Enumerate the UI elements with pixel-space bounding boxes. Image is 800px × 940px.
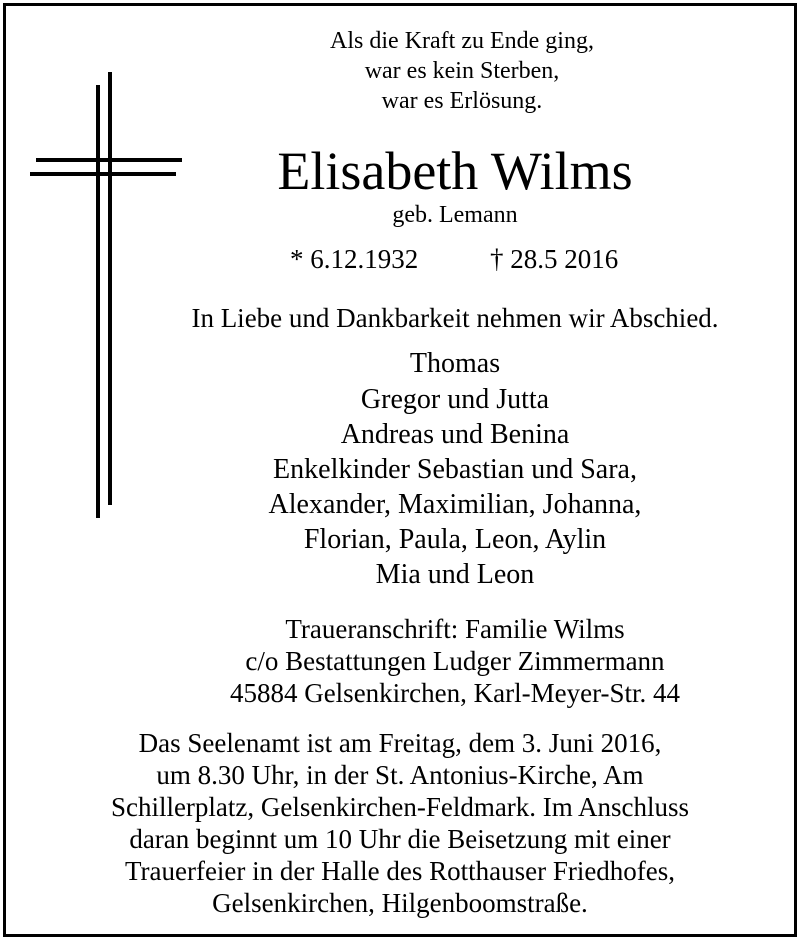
deceased-name: Elisabeth Wilms — [277, 141, 633, 201]
birth-date: * 6.12.1932 — [290, 244, 419, 274]
service-info: daran beginnt um 10 Uhr die Beisetzung mit einer — [129, 824, 671, 854]
farewell-text: In Liebe und Dankbarkeit nehmen wir Abschied. — [191, 303, 719, 333]
mourning-address: c/o Bestattungen Ludger Zimmermann — [245, 646, 665, 676]
mourning-address: Traueranschrift: Familie Wilms — [285, 614, 625, 644]
maiden-name: geb. Lemann — [392, 202, 518, 228]
family-member: Florian, Paula, Leon, Aylin — [303, 524, 607, 555]
family-member: Mia und Leon — [375, 559, 535, 590]
service-info: Trauerfeier in der Halle des Rotthauser Friedhofes, — [124, 856, 676, 886]
family-member: Thomas — [409, 348, 501, 379]
motto-line: war es Erlösung. — [381, 88, 543, 114]
mourning-address: 45884 Gelsenkirchen, Karl-Meyer-Str. 44 — [229, 678, 681, 708]
family-member: Alexander, Maximilian, Johanna, — [268, 489, 642, 520]
service-info: um 8.30 Uhr, in der St. Antonius-Kirche, Am — [156, 760, 644, 790]
service-info: Schillerplatz, Gelsenkirchen-Feldmark. Im Anschluss — [110, 792, 690, 822]
family-member: Gregor und Jutta — [360, 384, 550, 415]
motto-line: Als die Kraft zu Ende ging, — [330, 28, 594, 54]
family-member: Andreas und Benina — [340, 419, 570, 450]
motto-line: war es kein Sterben, — [364, 58, 560, 84]
service-info: Gelsenkirchen, Hilgenboomstraße. — [212, 888, 588, 918]
family-member: Enkelkinder Sebastian und Sara, — [273, 454, 637, 485]
death-date: † 28.5 2016 — [490, 244, 619, 274]
service-info: Das Seelenamt ist am Freitag, dem 3. Juni 2016, — [138, 728, 662, 758]
